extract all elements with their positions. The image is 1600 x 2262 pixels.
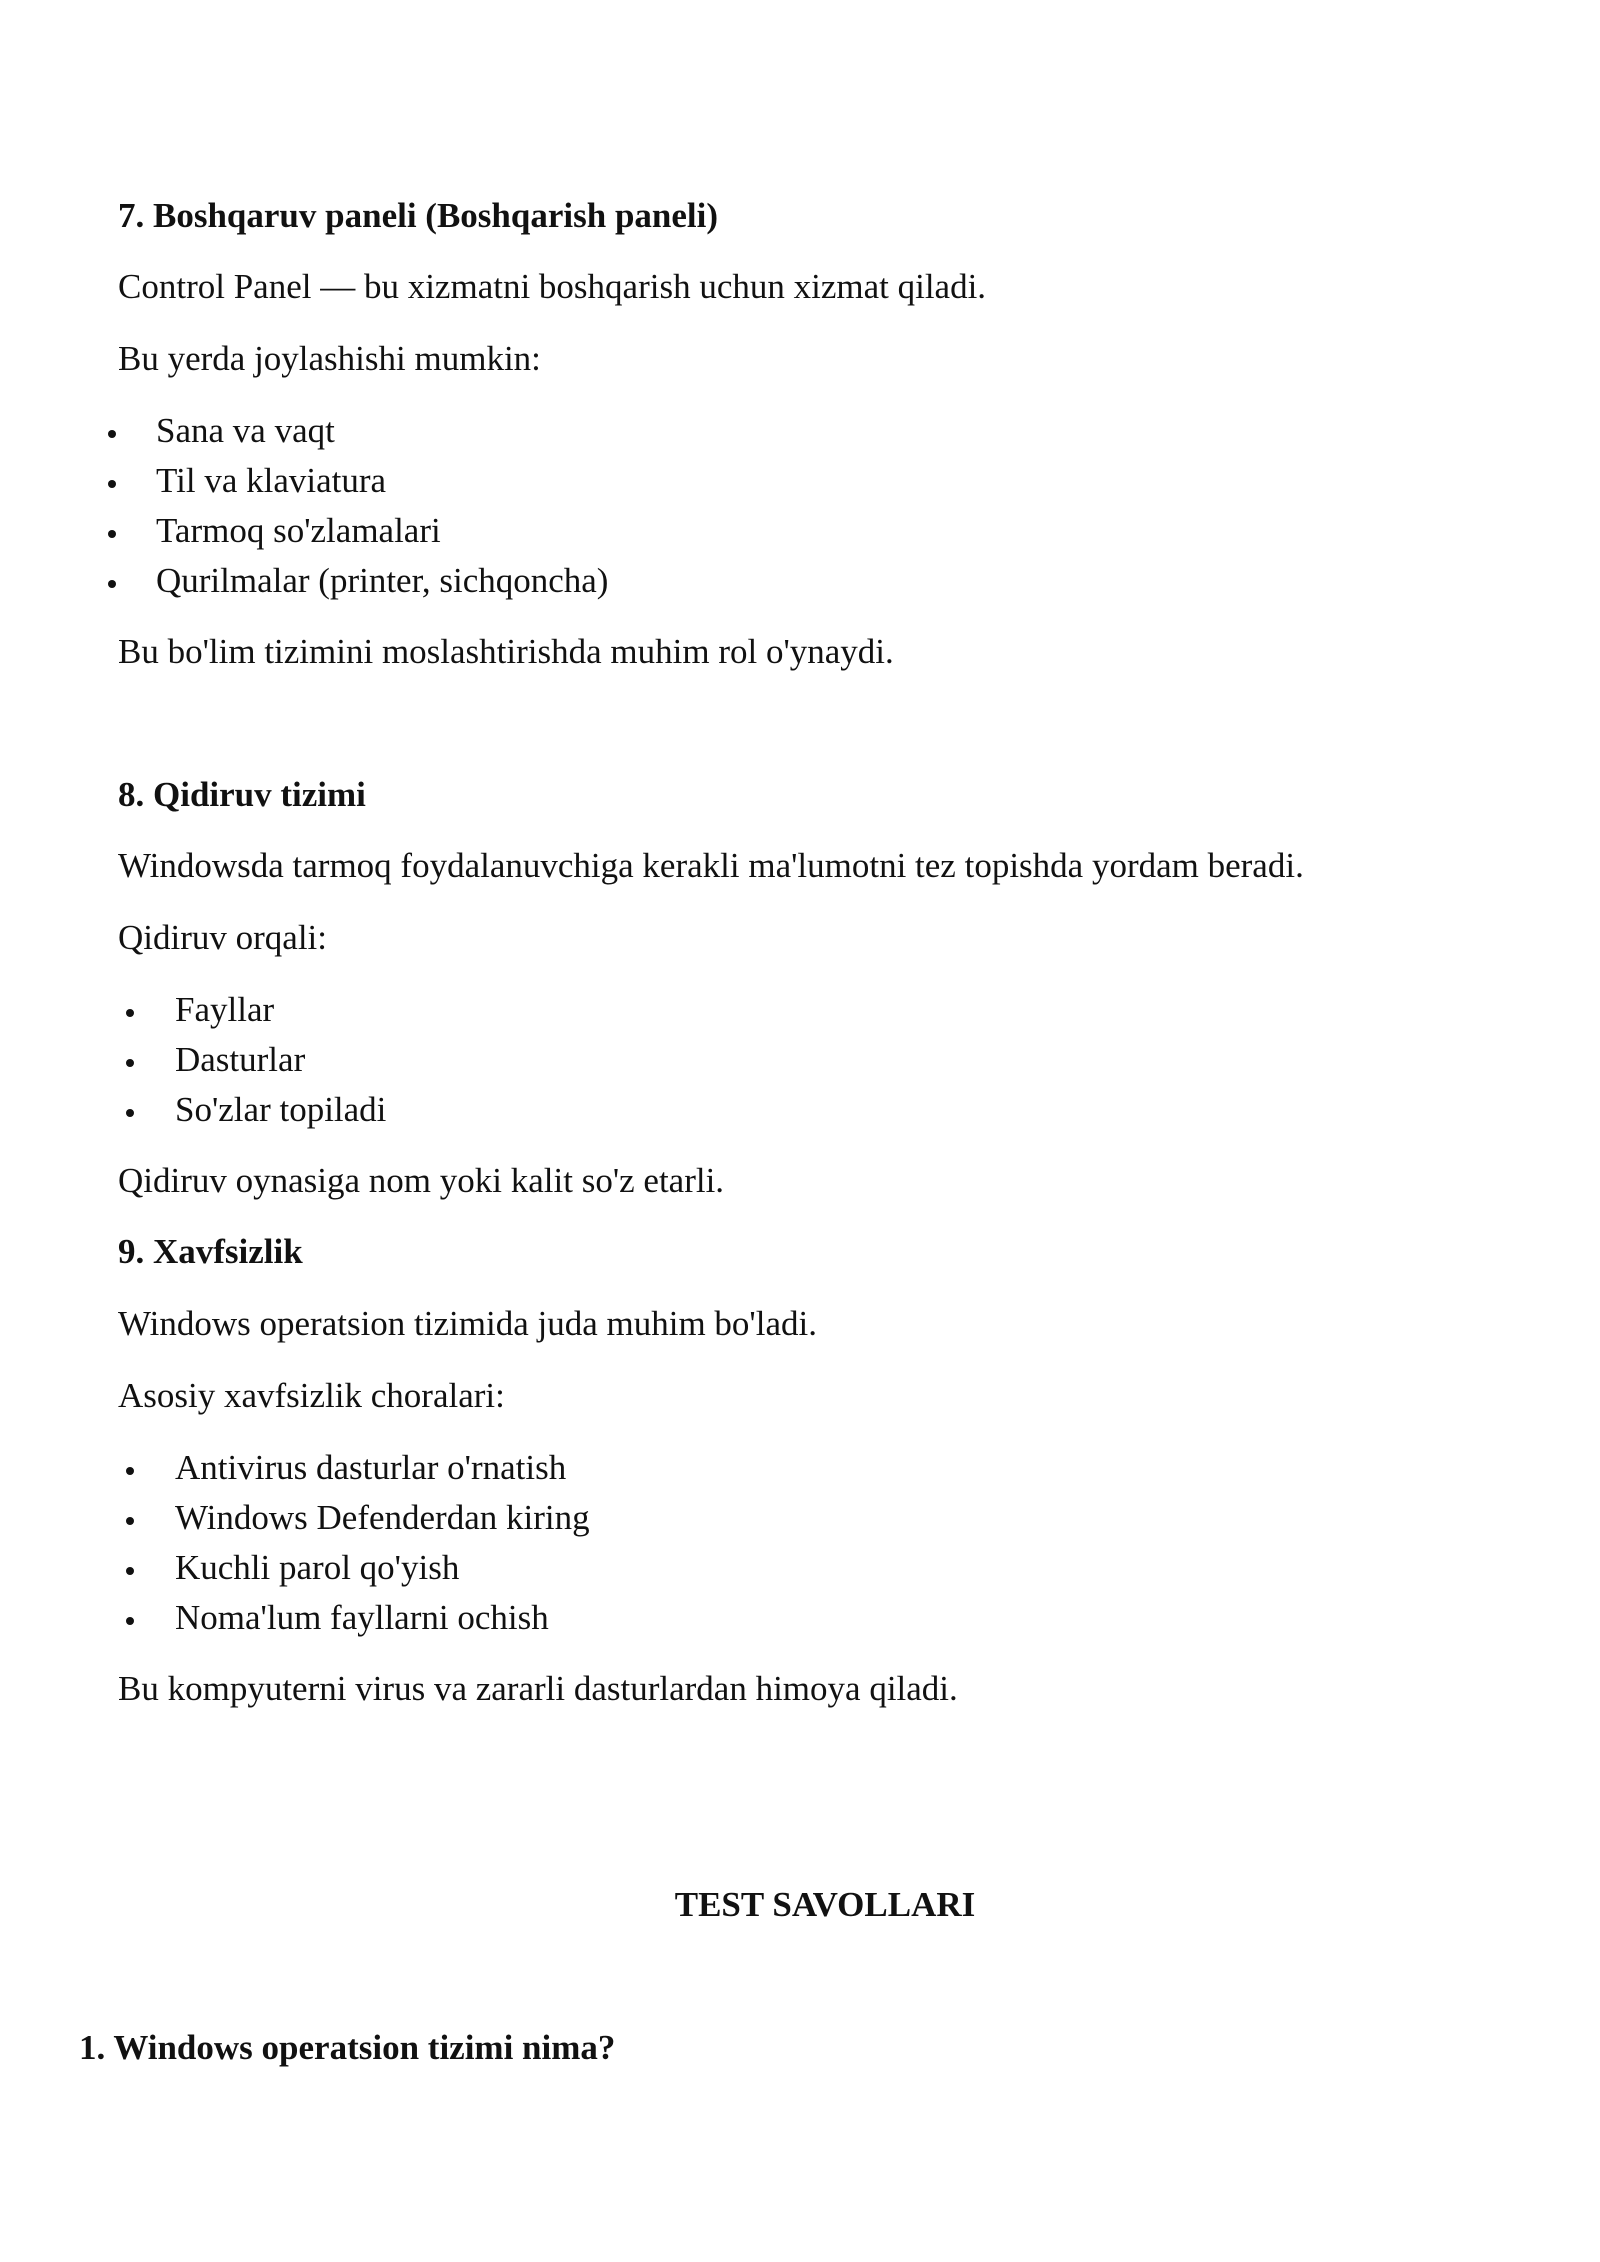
section-7-heading: 7. Boshqaruv paneli (Boshqarish paneli) — [118, 196, 719, 235]
list-item: Qurilmalar (printer, sichqoncha) — [156, 561, 609, 600]
bullet-icon — [126, 1059, 134, 1067]
bullet-icon — [108, 480, 116, 488]
bullet-icon — [126, 1567, 134, 1575]
bullet-icon — [108, 430, 116, 438]
bullet-icon — [126, 1467, 134, 1475]
list-item: Kuchli parol qo'yish — [175, 1548, 460, 1587]
test-question-1: 1. Windows operatsion tizimi nima? — [79, 2028, 616, 2067]
list-item: Windows Defenderdan kiring — [175, 1498, 590, 1537]
section-8-outro: Qidiruv oynasiga nom yoki kalit so'z etarli. — [118, 1161, 725, 1200]
bullet-icon — [126, 1109, 134, 1117]
bullet-icon — [126, 1517, 134, 1525]
section-7-intro: Control Panel — bu xizmatni boshqarish uchun xizmat qiladi. — [118, 267, 987, 306]
section-8-lead: Qidiruv orqali: — [118, 918, 327, 957]
list-item: So'zlar topiladi — [175, 1090, 387, 1129]
section-8-heading: 8. Qidiruv tizimi — [118, 775, 366, 814]
list-item: Noma'lum fayllarni ochish — [175, 1598, 549, 1637]
section-7-lead: Bu yerda joylashishi mumkin: — [118, 339, 541, 378]
section-8-intro: Windowsda tarmoq foydalanuvchiga kerakli ma'lumotni tez topishda yordam beradi. — [118, 846, 1304, 885]
section-9-lead: Asosiy xavfsizlik choralari: — [118, 1376, 505, 1415]
test-title: TEST SAVOLLARI — [674, 1885, 976, 1924]
bullet-icon — [126, 1617, 134, 1625]
section-7-outro: Bu bo'lim tizimini moslashtirishda muhim rol o'ynaydi. — [118, 632, 894, 671]
list-item: Antivirus dasturlar o'rnatish — [175, 1448, 567, 1487]
list-item: Sana va vaqt — [156, 411, 335, 450]
list-item: Fayllar — [175, 990, 275, 1029]
section-9-intro: Windows operatsion tizimida juda muhim bo'ladi. — [118, 1304, 817, 1343]
bullet-icon — [126, 1009, 134, 1017]
list-item: Til va klaviatura — [156, 461, 387, 500]
bullet-icon — [108, 530, 116, 538]
section-9-outro: Bu kompyuterni virus va zararli dasturlardan himoya qiladi. — [118, 1669, 958, 1708]
list-item: Tarmoq so'zlamalari — [156, 511, 441, 550]
section-9-heading: 9. Xavfsizlik — [118, 1232, 303, 1271]
list-item: Dasturlar — [175, 1040, 306, 1079]
bullet-icon — [108, 580, 116, 588]
